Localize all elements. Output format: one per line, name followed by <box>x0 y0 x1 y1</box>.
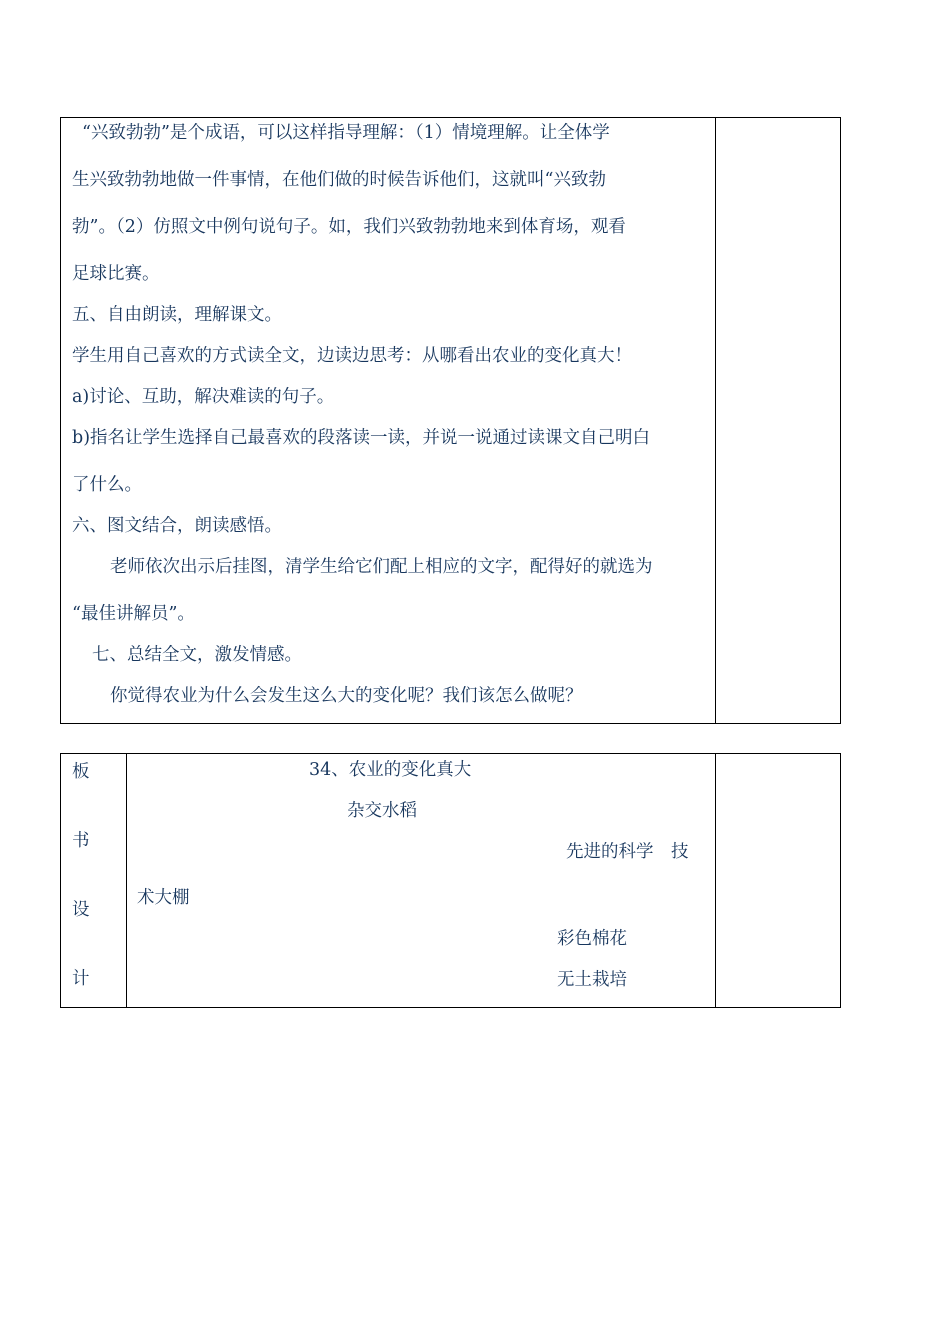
column-divider <box>715 118 716 723</box>
process-line: “兴致勃勃”是个成语，可以这样指导理解：（1）情境理解。让全体学 <box>82 123 610 143</box>
board-label-char: 书 <box>72 831 90 851</box>
board-label-char: 计 <box>72 969 90 989</box>
process-line: a)讨论、互助，解决难读的句子。 <box>72 387 335 407</box>
board-design-table <box>60 753 841 1008</box>
process-line: 学生用自己喜欢的方式读全文，边读边思考：从哪看出农业的变化真大！ <box>72 346 632 366</box>
process-line: 了什么。 <box>72 475 142 495</box>
process-line: 你觉得农业为什么会发生这么大的变化呢？我们该怎么做呢？ <box>110 686 583 706</box>
board-label-char: 设 <box>72 900 90 920</box>
board-item: 先进的科学 技 <box>566 842 689 862</box>
process-line: 生兴致勃勃地做一件事情，在他们做的时候告诉他们，这就叫“兴致勃 <box>72 170 606 190</box>
process-line: b)指名让学生选择自己最喜欢的段落读一读，并说一说通过读课文自己明白 <box>72 428 651 448</box>
board-item: 无土栽培 <box>557 970 627 990</box>
column-divider <box>126 754 127 1007</box>
board-item: 杂交水稻 <box>347 801 417 821</box>
process-line: 勃”。（2）仿照文中例句说句子。如，我们兴致勃勃地来到体育场，观看 <box>72 217 626 237</box>
section-heading: 五、自由朗读，理解课文。 <box>72 305 282 325</box>
section-heading: 六、图文结合，朗读感悟。 <box>72 516 282 536</box>
process-line: 足球比赛。 <box>72 264 160 284</box>
teaching-process-table <box>60 117 841 724</box>
board-item: 彩色棉花 <box>557 929 627 949</box>
section-heading: 七、总结全文，激发情感。 <box>92 645 302 665</box>
process-line: 老师依次出示后挂图，清学生给它们配上相应的文字，配得好的就选为 <box>110 557 653 577</box>
column-divider <box>715 754 716 1007</box>
process-line: “最佳讲解员”。 <box>72 604 195 624</box>
board-title: 34、农业的变化真大 <box>309 760 472 780</box>
board-label-char: 板 <box>72 762 90 782</box>
board-item: 术大棚 <box>137 888 190 908</box>
